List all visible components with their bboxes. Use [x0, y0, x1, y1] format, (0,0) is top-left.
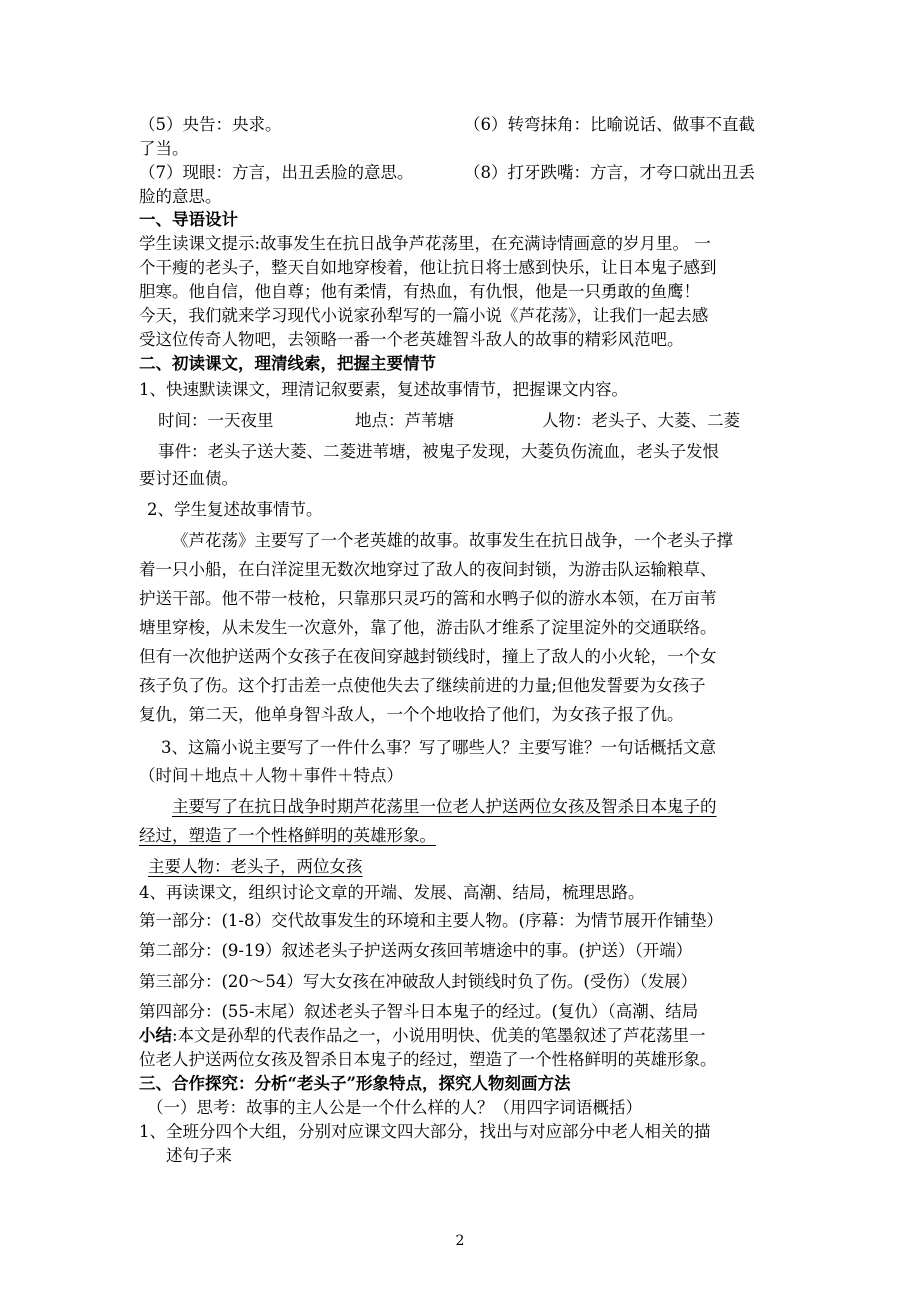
vocab-item-7: （7）现眼：方言，出丑丢脸的意思。 — [139, 163, 414, 182]
story-line: 着一只小船，在白洋淀里无数次地穿过了敌人的夜间封锁，为游击队运输粮草、 — [139, 560, 717, 579]
section-heading-3: 三、合作探究：分析“老头子”形象特点，探究人物刻画方法 — [139, 1074, 571, 1093]
section-heading-1: 一、导语设计 — [139, 210, 238, 229]
intro-line: 胆寒。他自信，他自尊；他有柔情，有热血，有仇恨，他是一只勇敢的鱼鹰！ — [139, 282, 700, 301]
story-line: 护送干部。他不带一枝枪，只靠那只灵巧的篙和水鸭子似的游水本领，在万亩苇 — [139, 589, 717, 608]
answer-text: 主要写了在抗日战争时期芦花荡里一位老人护送两位女孩及智杀日本鬼子的 — [172, 797, 717, 816]
summary-line-cont: 位老人护送两位女孩及智杀日本鬼子的经过，塑造了一个性格鲜明的英雄形象。 — [139, 1050, 717, 1069]
summary-text: :本文是孙犁的代表作品之一，小说用明快、优美的笔墨叙述了芦花荡里一 — [172, 1026, 706, 1045]
structure-part-3: 第三部分：(20～54）写大女孩在冲破敌人封锁线时负了伤。(受伤）（发展） — [139, 972, 698, 991]
story-line: 《芦花荡》主要写了一个老英雄的故事。故事发生在抗日战争，一个老头子撑 — [172, 531, 733, 550]
question-3-cont: （时间＋地点＋人物＋事件＋特点） — [139, 766, 403, 785]
intro-line: 个干瘦的老头子，整天自如地穿梭着，他让抗日将士感到快乐，让日本鬼子感到 — [139, 258, 717, 277]
group-task: 1、全班分四个大组，分别对应课文四大部分，找出与对应部分中老人相关的描 — [139, 1122, 711, 1141]
vocab-item-6: （6）转弯抹角：比喻说话、做事不直截 — [464, 115, 755, 134]
story-line: 但有一次他护送两个女孩子在夜间穿越封锁线时，撞上了敌人的小火轮，一个女 — [139, 647, 717, 666]
intro-line: 学生读课文提示:故事发生在抗日战争芦花荡里，在充满诗情画意的岁月里。 一 — [139, 234, 711, 253]
vocab-item-5: （5）央告：央求。 — [139, 115, 282, 134]
element-time: 时间：一天夜里 — [158, 411, 274, 430]
element-event: 事件：老头子送大菱、二菱进苇塘，被鬼子发现，大菱负伤流血，老头子发恨 — [158, 442, 719, 461]
story-line: 孩子负了伤。这个打击差一点使他失去了继续前进的力量;但他发誓要为女孩子 — [139, 676, 706, 695]
structure-part-2: 第二部分：(9-19）叙述老头子护送两女孩回苇塘途中的事。(护送）（开端） — [139, 941, 693, 960]
answer-line — [139, 795, 717, 819]
structure-part-1: 第一部分：(1-8）交代故事发生的环境和主要人物。(序幕：为情节展开作铺垫） — [139, 911, 723, 930]
element-event-cont: 要讨还血债。 — [139, 469, 238, 488]
answer-line-cont: 经过，塑造了一个性格鲜明的英雄形象。 — [139, 826, 436, 845]
vocab-item-8: （8）打牙跌嘴：方言，才夸口就出丑丢 — [464, 163, 755, 182]
question-1: 1、快速默读课文，理清记叙要素，复述故事情节，把握课文内容。 — [139, 380, 628, 399]
group-task-cont: 述句子来 — [166, 1146, 232, 1165]
main-characters — [139, 855, 363, 879]
vocab-item-8-cont: 脸的意思。 — [139, 187, 222, 206]
structure-part-4: 第四部分：(55-末尾）叙述老头子智斗日本鬼子的经过。(复仇）（高潮、结局 — [139, 1002, 699, 1021]
story-line: 复仇，第二天，他单身智斗敌人，一个个地收拾了他们，为女孩子报了仇。 — [139, 705, 684, 724]
vocab-item-6-cont: 了当。 — [139, 139, 189, 158]
summary-label: 小结 — [139, 1026, 172, 1045]
question-4: 4、再读课文，组织讨论文章的开端、发展、高潮、结局，梳理思路。 — [139, 883, 645, 902]
summary-line — [139, 1024, 706, 1048]
element-people: 人物：老头子、大菱、二菱 — [542, 411, 740, 430]
story-line: 塘里穿梭，从未发生一次意外，靠了他，游击队才维系了淀里淀外的交通联络。 — [139, 618, 717, 637]
think-question: （一）思考：故事的主人公是一个什么样的人？（用四字词语概括） — [147, 1098, 642, 1117]
intro-line: 受这位传奇人物吧，去领略一番一个老英雄智斗敌人的故事的精彩风范吧。 — [139, 330, 684, 349]
element-place: 地点：芦苇塘 — [355, 411, 454, 430]
main-characters-text: 主要人物：老头子，两位女孩 — [148, 857, 363, 876]
question-3: 3、这篇小说主要写了一件什么事？写了哪些人？主要写谁？一句话概括文意 — [161, 738, 716, 757]
intro-line: 今天，我们就来学习现代小说家孙犁写的一篇小说《芦花荡》，让我们一起去感 — [139, 306, 709, 325]
section-heading-2: 二、初读课文，理清线索，把握主要情节 — [139, 354, 436, 373]
question-2: 2、学生复述故事情节。 — [147, 500, 323, 519]
page-number: 2 — [455, 1233, 465, 1249]
